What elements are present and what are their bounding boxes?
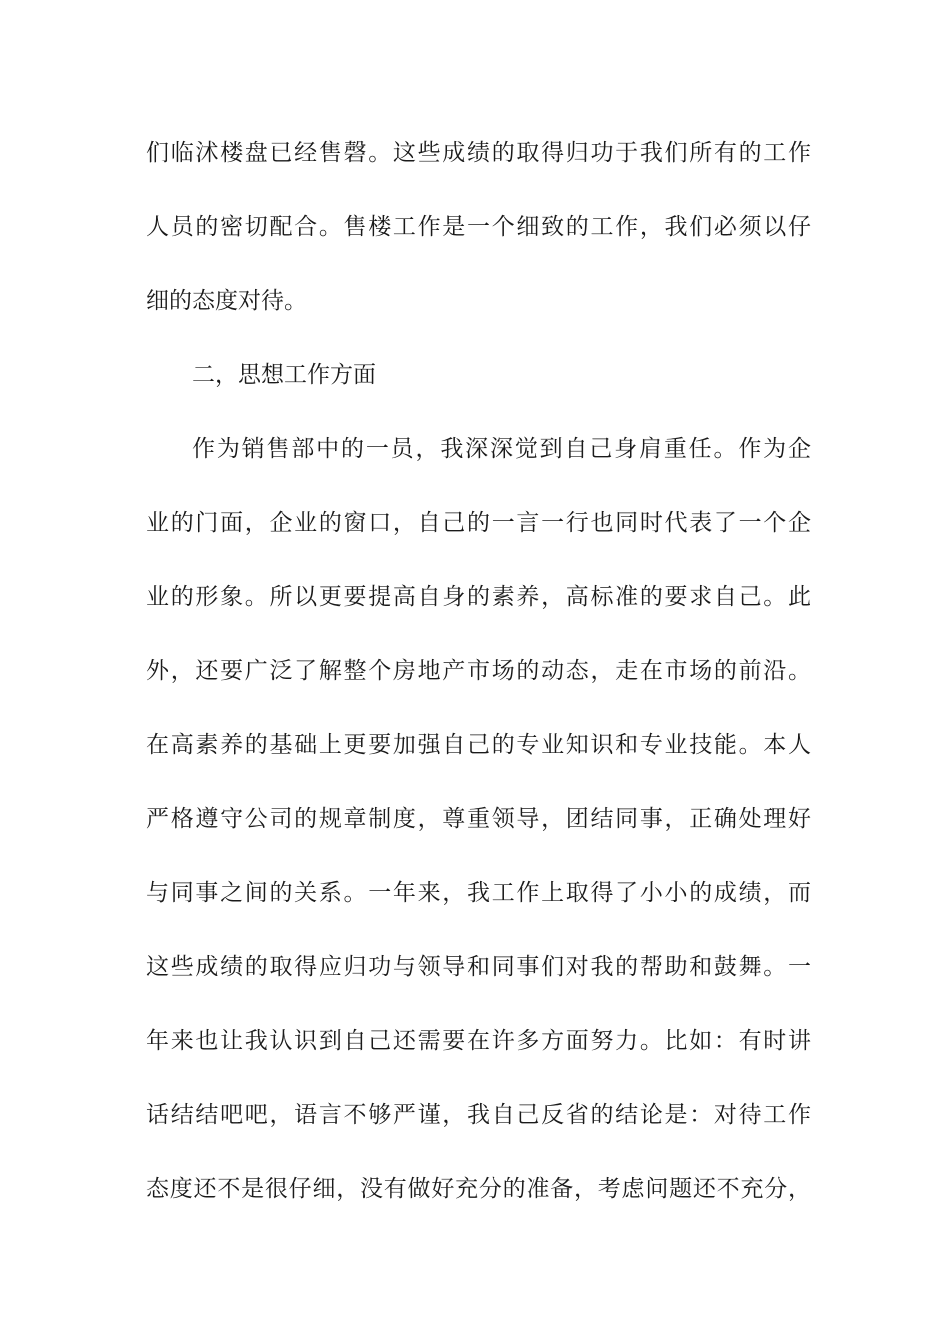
text-line: 这些成绩的取得应归功与领导和同事们对我的帮助和鼓舞。一: [146, 954, 811, 980]
text-line: 外，还要广泛了解整个房地产市场的动态，走在市场的前沿。: [146, 658, 811, 684]
document-body: [146, 130, 811, 1240]
text-line: 在高素养的基础上更要加强自己的专业知识和专业技能。本人: [146, 732, 811, 758]
text-line: 人员的密切配合。售楼工作是一个细致的工作，我们必须以仔: [146, 214, 811, 240]
text-line: 年来也让我认识到自己还需要在许多方面努力。比如：有时讲: [146, 1028, 811, 1054]
text-line: 业的门面，企业的窗口，自己的一言一行也同时代表了一个企: [146, 510, 811, 536]
section-heading: 二，思想工作方面: [192, 362, 376, 388]
text-line: 细的态度对待。: [146, 288, 307, 314]
text-line: 态度还不是很仔细，没有做好充分的准备，考虑问题还不充分，: [146, 1176, 811, 1202]
text-line: 话结结吧吧，语言不够严谨，我自己反省的结论是：对待工作: [146, 1102, 811, 1128]
text-line: 们临沭楼盘已经售磬。这些成绩的取得归功于我们所有的工作: [146, 140, 811, 166]
text-line: 业的形象。所以更要提高自身的素养，高标准的要求自己。此: [146, 584, 811, 610]
text-line: 作为销售部中的一员，我深深觉到自己身肩重任。作为企: [192, 436, 811, 462]
text-line: 与同事之间的关系。一年来，我工作上取得了小小的成绩，而: [146, 880, 811, 906]
text-line: 严格遵守公司的规章制度，尊重领导，团结同事，正确处理好: [146, 806, 811, 832]
